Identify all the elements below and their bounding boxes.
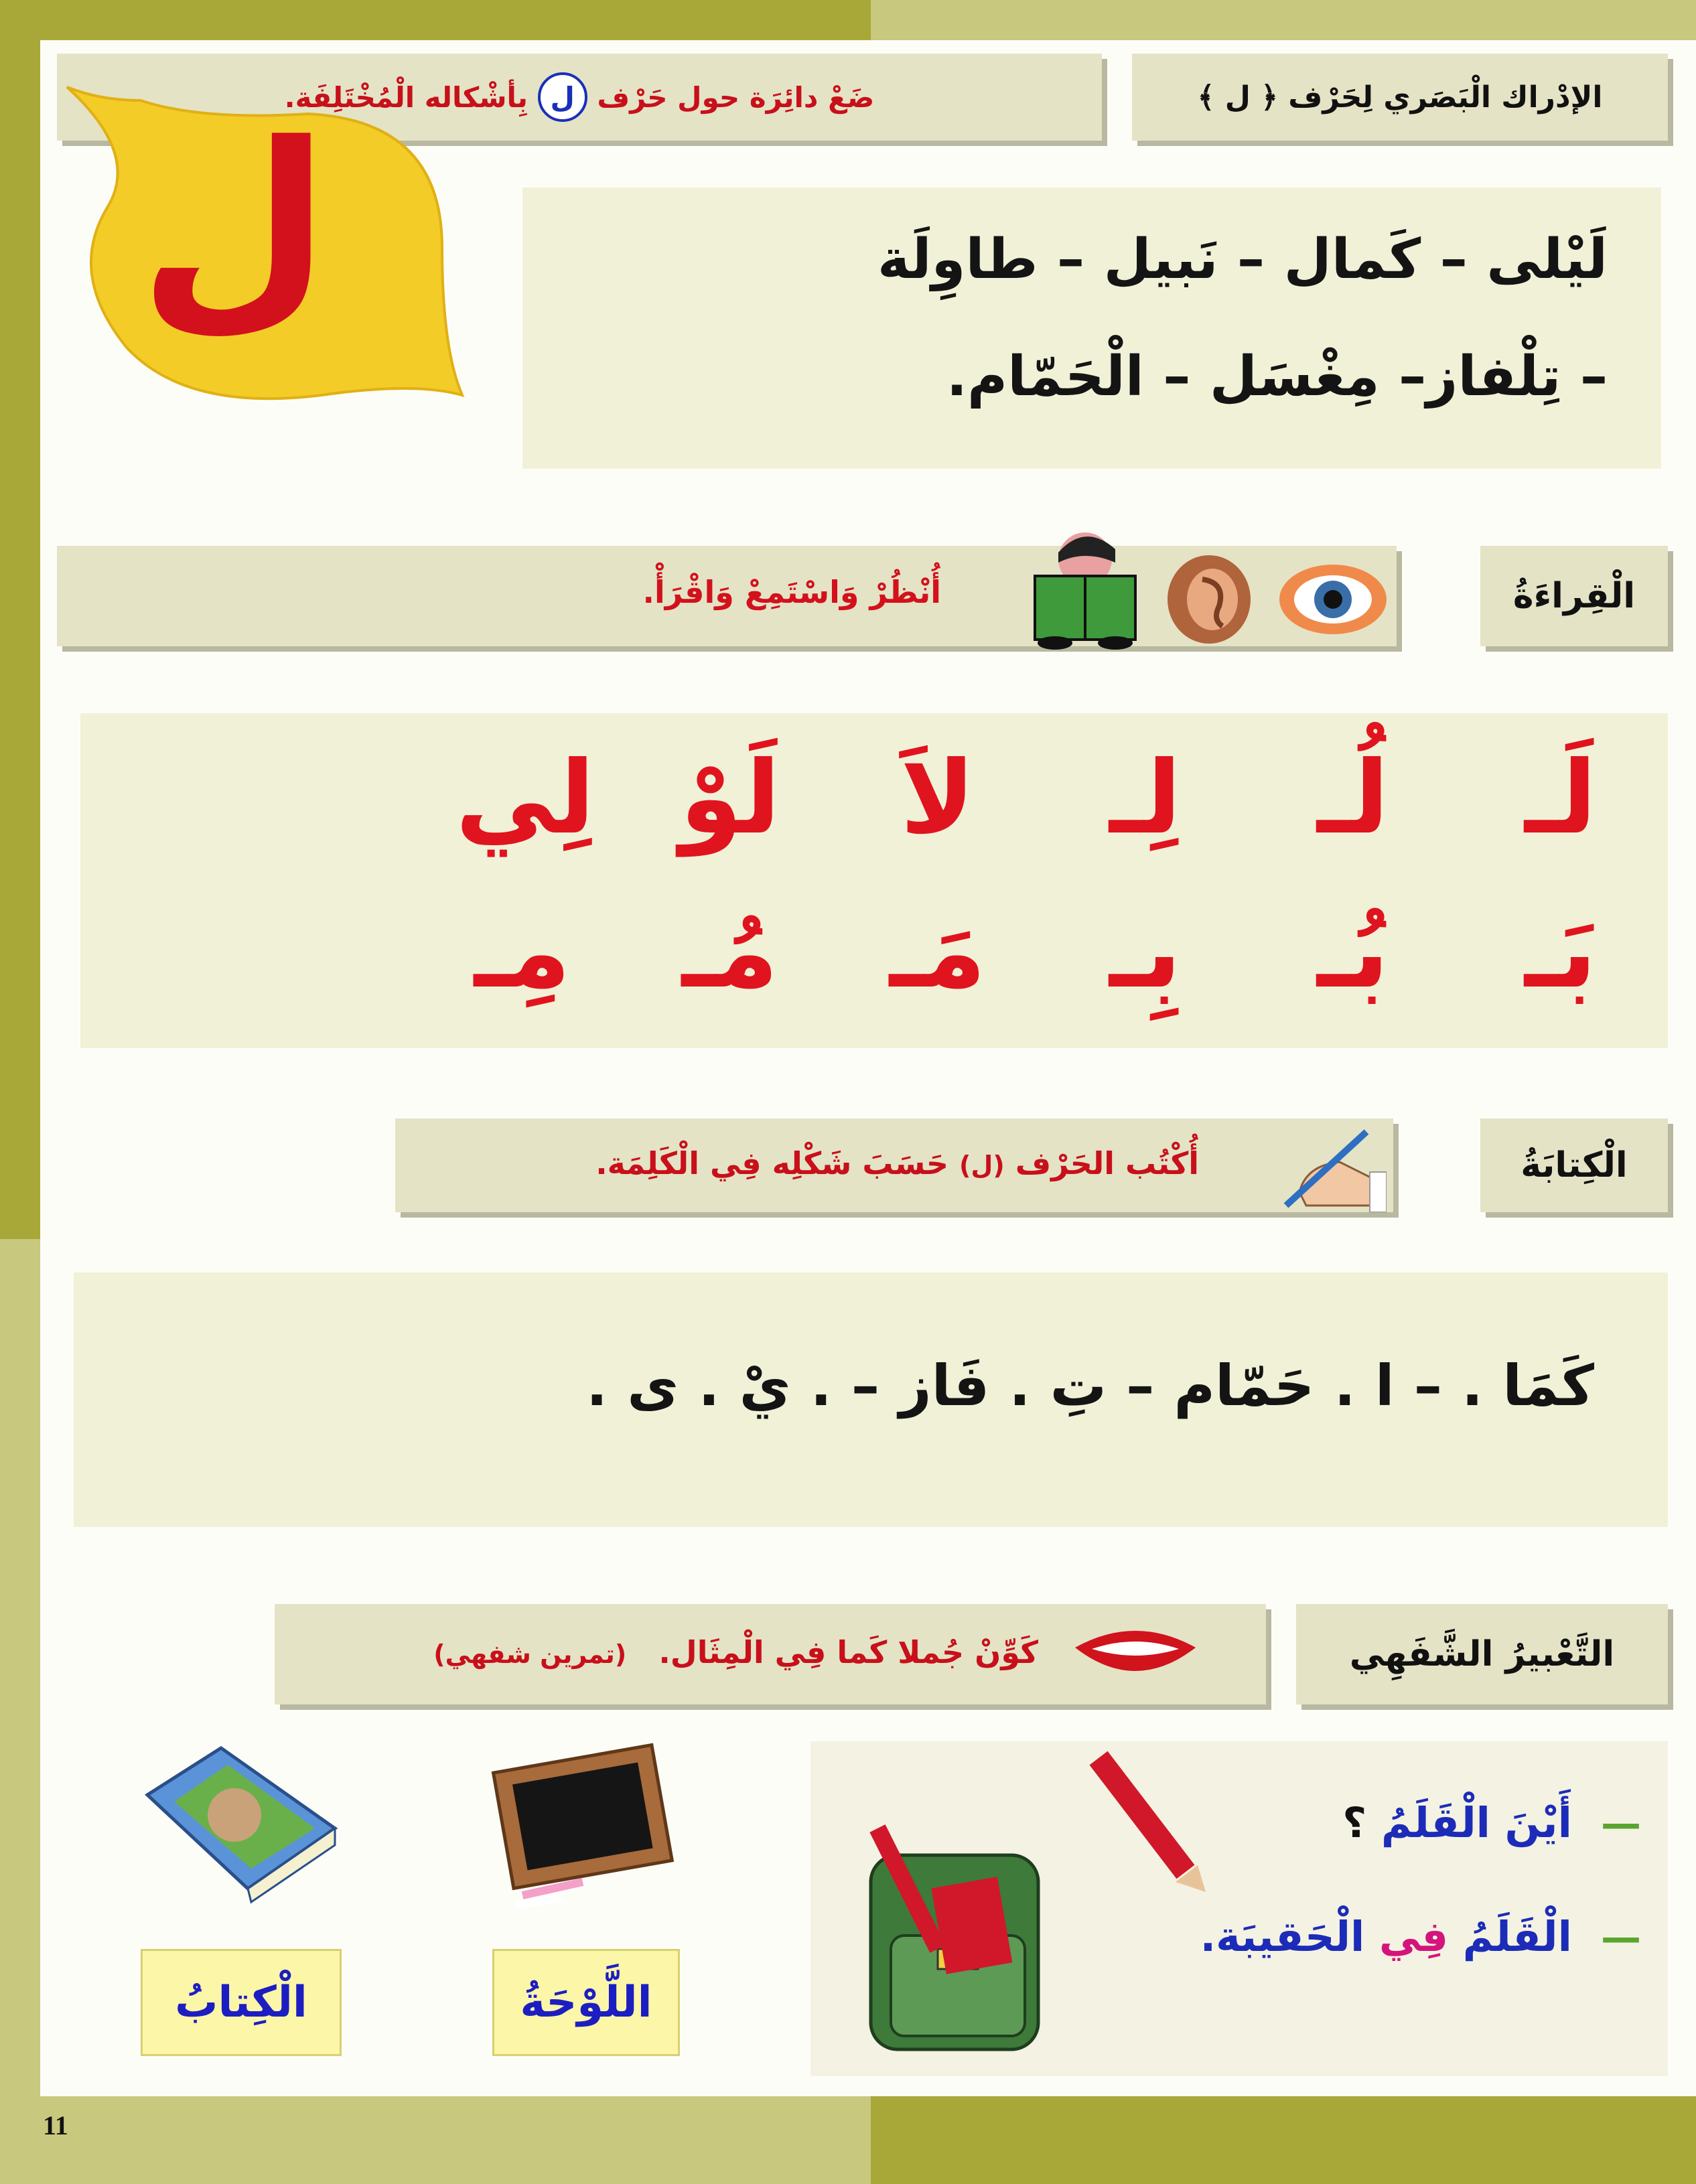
syllable: لِي xyxy=(455,740,595,857)
section3-instruction-bar xyxy=(395,1118,1393,1212)
syllable: بِـ xyxy=(1109,894,1182,1011)
section2-instruction-bar xyxy=(57,546,1397,646)
section1-words-box xyxy=(522,188,1661,469)
syllable: مُـ xyxy=(681,894,779,1011)
label-board: اللَّوْحَةُ xyxy=(492,1949,680,2056)
label-book: الْكِتابُ xyxy=(141,1949,342,2056)
writing-exercise: كَمَا . – ا . حَمّام – تِ . فَاز – . يْ . ى . xyxy=(586,1353,1594,1418)
reading-child-icon xyxy=(1021,529,1149,650)
syllable: مَـ xyxy=(889,894,987,1011)
section4-instruction-bar xyxy=(275,1604,1266,1704)
example-box xyxy=(810,1741,1668,2076)
syllable: بَـ xyxy=(1525,894,1597,1011)
left-band xyxy=(0,0,40,1239)
eye-icon xyxy=(1276,559,1390,640)
reading-box xyxy=(80,713,1668,1048)
section4-instruction: كَوِّنْ جُملا كَما فِي الْمِثَال. (تمرين شفهي) xyxy=(433,1634,1038,1670)
top-right-band xyxy=(871,0,1696,40)
pencil-icon xyxy=(1085,1748,1212,1895)
mouth-icon xyxy=(1072,1621,1199,1688)
section3-instruction: أُكْتُب الحَرْف (ل) حَسَبَ شَكْلِه فِي الْكَلِمَة. xyxy=(595,1145,1199,1181)
syllable: بُـ xyxy=(1317,894,1389,1011)
section2-instruction: أُنْظُرْ وَاسْتَمِعْ وَاقْرَأْ. xyxy=(642,574,941,610)
reading-row-2 xyxy=(455,894,1628,1011)
section4-title: التَّعْبيرُ الشَّفَهِي xyxy=(1296,1604,1668,1704)
section1-instruction: ضَعْ دائِرَة حول حَرْف ل بِأشْكاله الْمُخْتَلِفَة. xyxy=(57,54,1102,141)
syllable: لاَ xyxy=(900,740,975,857)
blackboard-icon xyxy=(489,1738,690,1912)
book-icon xyxy=(134,1735,348,1909)
backpack-icon xyxy=(851,1815,1065,2063)
bottom-left-band xyxy=(0,2096,871,2184)
syllable: لَـ xyxy=(1525,740,1597,857)
syllable: لُـ xyxy=(1317,740,1389,857)
syllable: لِـ xyxy=(1109,740,1182,857)
syllable: لَوْ xyxy=(679,740,781,857)
writing-hand-icon xyxy=(1279,1125,1387,1212)
big-letter: ل xyxy=(138,96,331,353)
page-number: 11 xyxy=(43,2110,68,2140)
top-left-band xyxy=(0,0,871,40)
reading-row-1 xyxy=(455,740,1628,857)
example-answer: — الْقَلَمُ فِي الْحَقيبَة. xyxy=(1200,1912,1641,1961)
writing-exercise-box xyxy=(74,1272,1668,1527)
words-line-2: – تِلْفاز– مِغْسَل – الْحَمّام. xyxy=(946,345,1608,409)
left-lower-band xyxy=(0,1239,40,2096)
ear-icon xyxy=(1162,553,1256,646)
section3-title: الْكِتابَةُ xyxy=(1480,1118,1668,1212)
section1-title: الإدْراك الْبَصَري لِحَرْف ﴿ ل ﴾ xyxy=(1132,54,1668,141)
example-question: — أَيْنَ الْقَلَمُ ؟ xyxy=(1342,1798,1641,1847)
circled-letter: ل xyxy=(538,72,587,122)
words-line-1: لَيْلى – كَمال – نَبيل – طاوِلَة xyxy=(877,228,1608,291)
bottom-right-band xyxy=(871,2096,1696,2184)
syllable: مِـ xyxy=(474,894,571,1011)
section2-title: الْقِراءَةُ xyxy=(1480,546,1668,646)
